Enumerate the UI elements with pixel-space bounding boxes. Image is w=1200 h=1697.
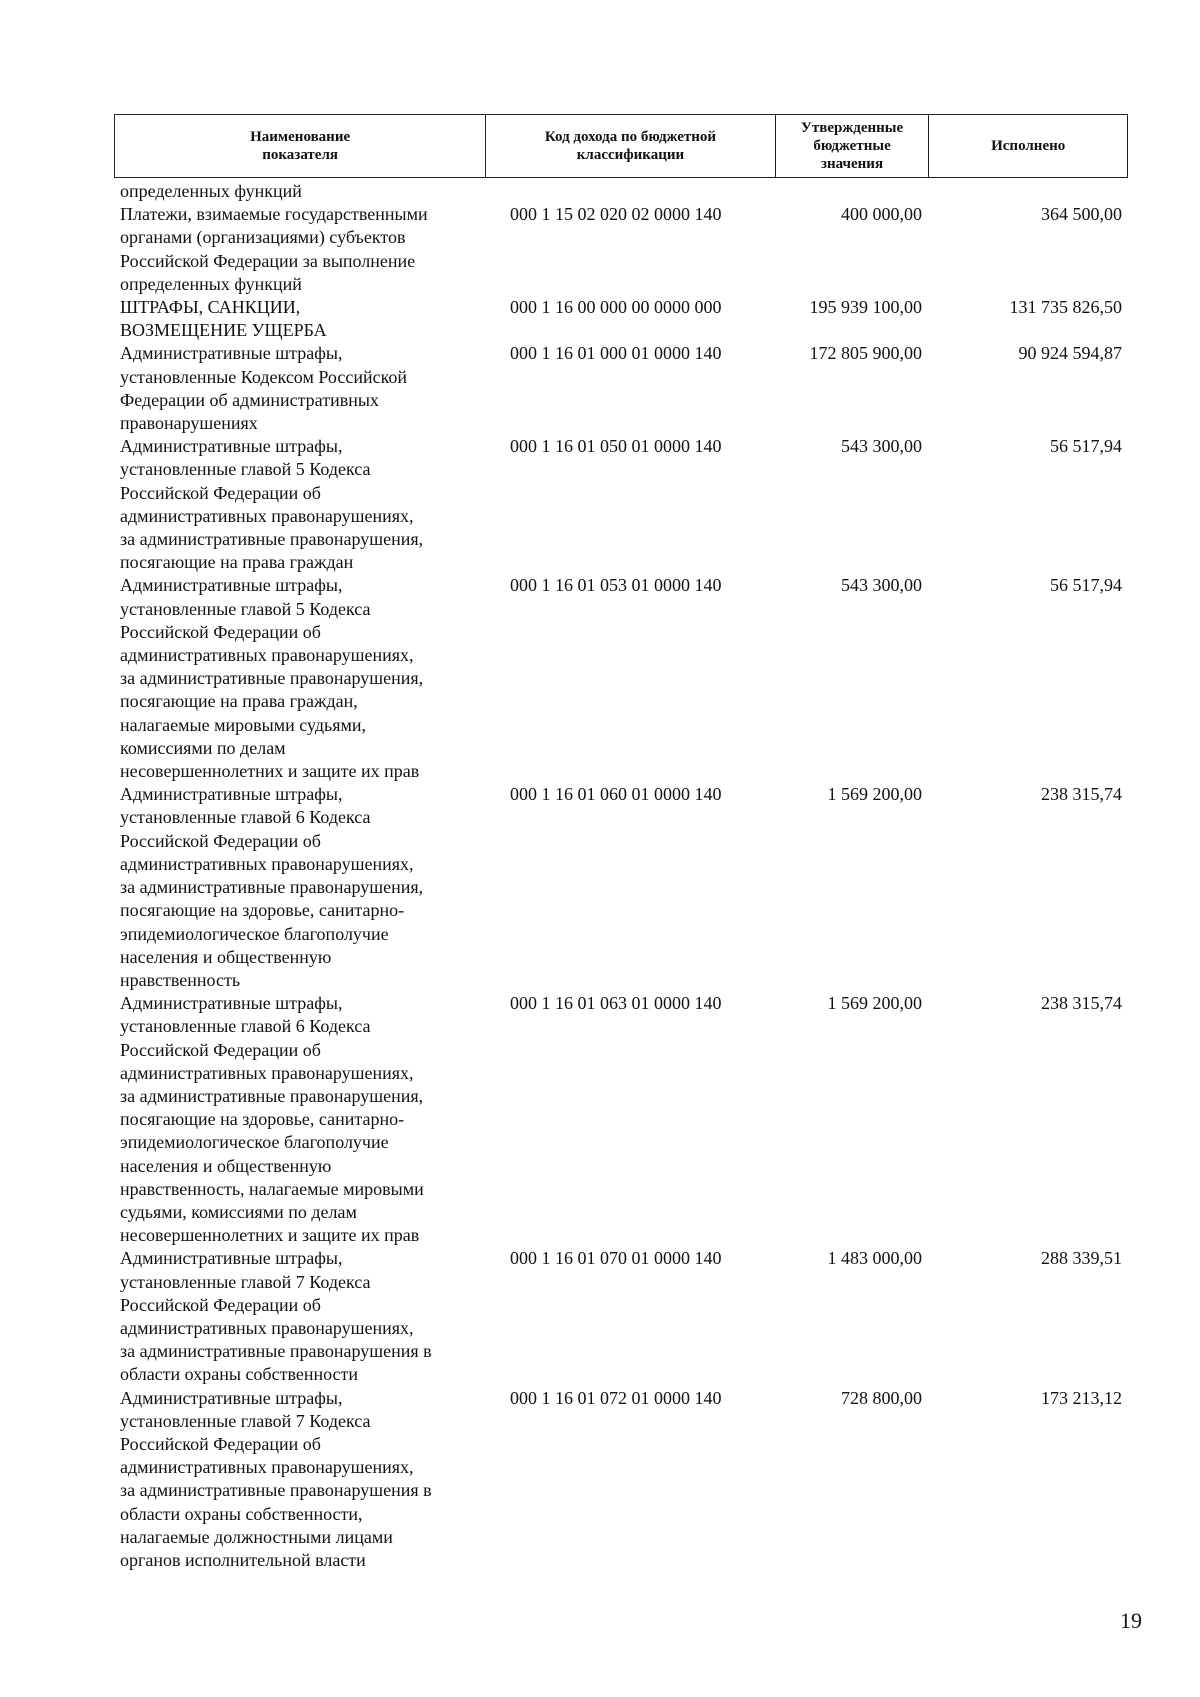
row-name: Административные штрафы, установленные главой 6 Кодекса Российской Федерации об административных правонарушениях, за административные правонарушения, посягающие на здоровье, санитарно- эпидемиологическое благополучие населения и общественную нравственность bbox=[120, 784, 424, 990]
row-approved: 1 569 200,00 bbox=[827, 993, 922, 1014]
row-name: определенных функций bbox=[120, 181, 302, 201]
table-row bbox=[114, 1387, 1128, 1573]
table-row bbox=[114, 296, 1128, 342]
row-approved: 1 483 000,00 bbox=[827, 1248, 922, 1269]
row-approved: 195 939 100,00 bbox=[809, 297, 922, 318]
row-approved: 543 300,00 bbox=[841, 575, 922, 596]
row-name: Платежи, взимаемые государственными органами (организациями) субъектов Российской Федерации за выполнение определенных функций bbox=[120, 204, 428, 294]
table-body bbox=[114, 180, 1128, 1572]
row-code: 000 1 16 01 053 01 0000 140 bbox=[510, 575, 722, 596]
header-name: Наименование показателя bbox=[115, 115, 486, 177]
table-row bbox=[114, 203, 1128, 296]
row-name: Административные штрафы, установленные главой 5 Кодекса Российской Федерации об административных правонарушениях, за административные правонарушения, посягающие на права граждан bbox=[120, 436, 424, 573]
row-approved: 1 569 200,00 bbox=[827, 784, 922, 805]
row-name: Административные штрафы, установленные главой 6 Кодекса Российской Федерации об административных правонарушениях, за административные правонарушения, посягающие на здоровье, санитарно- эпидемиологическое благополучие населения и общественную нравственность, налагаемые мировыми судьями, комиссиями по делам несовершеннолетних и защите их прав bbox=[120, 993, 424, 1246]
row-executed: 238 315,74 bbox=[1041, 784, 1122, 805]
row-approved: 172 805 900,00 bbox=[809, 343, 922, 364]
table-row bbox=[114, 574, 1128, 783]
row-approved: 400 000,00 bbox=[841, 204, 922, 225]
row-code: 000 1 16 01 000 01 0000 140 bbox=[510, 343, 722, 364]
row-executed: 238 315,74 bbox=[1041, 993, 1122, 1014]
row-code: 000 1 16 01 072 01 0000 140 bbox=[510, 1387, 722, 1408]
row-approved: 543 300,00 bbox=[841, 436, 922, 457]
row-executed: 131 735 826,50 bbox=[1009, 297, 1122, 318]
row-code: 000 1 16 01 060 01 0000 140 bbox=[510, 784, 722, 805]
row-name: Административные штрафы, установленные главой 7 Кодекса Российской Федерации об административных правонарушениях, за административные правонарушения в области охраны собственности, налагаемые должностными лицами органов исполнительной власти bbox=[120, 1387, 432, 1570]
row-name: Административные штрафы, установленные Кодексом Российской Федерации об административных правонарушениях bbox=[120, 343, 408, 434]
row-executed: 364 500,00 bbox=[1041, 204, 1122, 225]
row-code: 000 1 16 01 070 01 0000 140 bbox=[510, 1248, 722, 1269]
table-row bbox=[114, 992, 1128, 1247]
row-name: Административные штрафы, установленные главой 7 Кодекса Российской Федерации об административных правонарушениях, за административные правонарушения в области охраны собственности bbox=[120, 1248, 432, 1385]
row-code: 000 1 16 01 063 01 0000 140 bbox=[510, 993, 722, 1014]
row-name: Административные штрафы, установленные главой 5 Кодекса Российской Федерации об административных правонарушениях, за административные правонарушения, посягающие на права граждан, налагаемые мировыми судьями, комиссиями по делам несовершеннолетних и защите их прав bbox=[120, 575, 424, 782]
row-executed: 90 924 594,87 bbox=[1018, 343, 1122, 364]
row-executed: 173 213,12 bbox=[1041, 1387, 1122, 1408]
row-executed: 288 339,51 bbox=[1041, 1248, 1122, 1269]
row-name: ШТРАФЫ, САНКЦИИ, ВОЗМЕЩЕНИЕ УЩЕРБА bbox=[120, 297, 327, 341]
table-row bbox=[114, 1247, 1128, 1386]
page-number: 19 bbox=[1120, 1608, 1142, 1633]
table-row bbox=[114, 783, 1128, 992]
row-executed: 56 517,94 bbox=[1050, 436, 1122, 457]
table-row bbox=[114, 180, 1128, 203]
row-code: 000 1 15 02 020 02 0000 140 bbox=[510, 204, 722, 225]
header-executed: Исполнено bbox=[991, 138, 1066, 154]
table-row bbox=[114, 342, 1128, 435]
table-row bbox=[114, 435, 1128, 574]
row-approved: 728 800,00 bbox=[841, 1387, 922, 1408]
table-header bbox=[114, 114, 1128, 178]
row-code: 000 1 16 00 000 00 0000 000 bbox=[510, 297, 722, 318]
header-code: Код дохода по бюджетной классификации bbox=[486, 115, 775, 177]
header-approved: Утвержденные бюджетные значения bbox=[776, 115, 930, 177]
row-code: 000 1 16 01 050 01 0000 140 bbox=[510, 436, 722, 457]
row-executed: 56 517,94 bbox=[1050, 575, 1122, 596]
